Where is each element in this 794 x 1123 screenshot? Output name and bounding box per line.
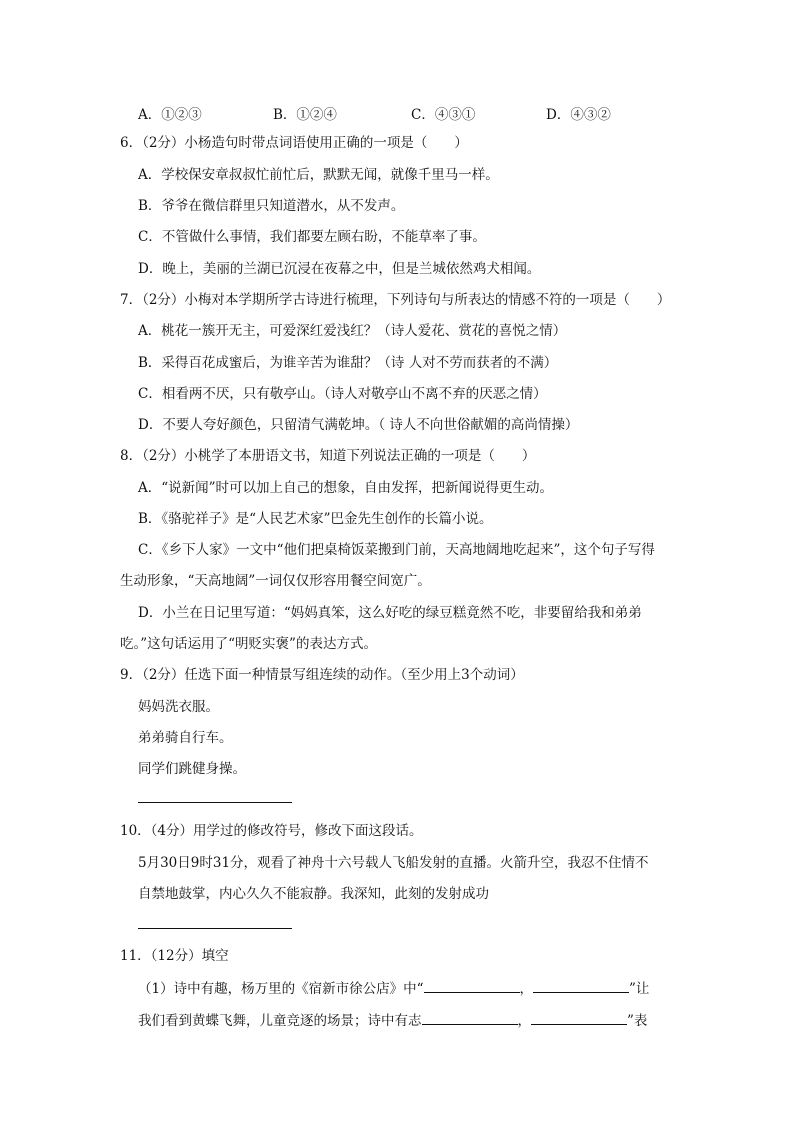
q11-blank-1[interactable]	[424, 978, 520, 993]
q5-option-c: C．④③①	[411, 107, 476, 123]
q11-line2-text: 我们看到黄蝶飞舞，儿童竞逐的场景；诗中有志	[138, 1013, 422, 1029]
q11-line1-comma: ，	[519, 981, 533, 997]
q5-option-d: D．④③②	[546, 107, 611, 123]
q7-option-a: A．桃花一簇开无主，可爱深红爱浅红？（诗人爱花、赏花的喜悦之情）	[138, 323, 567, 339]
q9-answer-line[interactable]	[138, 802, 292, 803]
q6-stem: 6．（2分）小杨造句时带点词语使用正确的一项是（ ）	[120, 135, 468, 151]
q10-answer-line[interactable]	[138, 928, 292, 929]
q11-stem: 11．（12分）填空	[120, 948, 229, 964]
q11-line2-comma: ，	[517, 1013, 531, 1029]
q11-blank-2[interactable]	[533, 978, 629, 993]
q6-option-d: D．晚上，美丽的兰湖已沉浸在夜幕之中，但是兰城依然鸡犬相闻。	[138, 261, 541, 277]
q9-stem: 9．（2分）任选下面一种情景写组连续的动作。（至少用上3个动词）	[120, 667, 524, 683]
q7-option-b: B．采得百花成蜜后，为谁辛苦为谁甜？（诗 人对不劳而获者的不满）	[138, 355, 558, 371]
q8-option-d-line1: D．小兰在日记里写道：“妈妈真笨，这么好吃的绿豆糕竟然不吃，非要留给我和弟弟	[138, 605, 642, 621]
q8-option-d-line2: 吃。”这句话运用了“明贬实褒”的表达方式。	[120, 636, 377, 652]
q5-option-a: A．①②③	[138, 107, 202, 123]
q6-option-b: B．爷爷在微信群里只知道潜水，从不发声。	[138, 198, 405, 214]
q11-blank-3[interactable]	[422, 1010, 518, 1025]
q10-passage-line2: 自禁地鼓掌，内心久久不能寂静。我深知，此刻的发射成功	[138, 886, 489, 902]
q9-scene-1: 妈妈洗衣服。	[138, 699, 219, 715]
q11-line2-end: ”表	[627, 1013, 648, 1029]
q9-scene-2: 弟弟骑自行车。	[138, 730, 233, 746]
q11-line2	[138, 1010, 647, 1030]
q11-line1	[138, 978, 649, 998]
q8-stem: 8．（2分）小桃学了本册语文书，知道下列说法正确的一项是（ ）	[120, 448, 536, 464]
q10-passage-line1: 5月30日9时31分，观看了神舟十六号载人飞船发射的直播。火箭升空，我忍不住情不	[138, 855, 649, 871]
q6-option-c: C．不管做什么事情，我们都要左顾右盼，不能草率了事。	[138, 229, 486, 245]
q6-option-a: A．学校保安章叔叔忙前忙后，默默无闻，就像千里马一样。	[138, 167, 499, 183]
q7-option-c: C．相看两不厌，只有敬亭山。（诗人对敬亭山不离不弃的厌恶之情）	[138, 386, 547, 402]
q5-option-b: B．①②④	[273, 107, 337, 123]
q7-option-d: D．不要人夸好颜色，只留清气满乾坤。（ 诗人不向世俗献媚的高尚情操）	[138, 417, 579, 433]
q8-option-c-line2: 生动形象，“天高地阔”一词仅仅形容用餐空间宽广。	[120, 573, 431, 589]
q10-stem: 10．（4分）用学过的修改符号，修改下面这段话。	[120, 823, 423, 839]
q8-option-a: A．“说新闻”时可以加上自己的想象，自由发挥，把新闻说得更生动。	[138, 480, 554, 496]
q8-option-c-line1: C．《乡下人家》一文中“他们把桌椅饭菜搬到门前，天高地阔地吃起来”，这个句子写得	[138, 542, 655, 558]
q9-scene-3: 同学们跳健身操。	[138, 761, 246, 777]
q11-line1-text: （1）诗中有趣，杨万里的《宿新市徐公店》中“	[138, 981, 424, 997]
q8-option-b: B．《骆驼祥子》是“人民艺术家”巴金先生创作的长篇小说。	[138, 511, 493, 527]
q11-blank-4[interactable]	[531, 1010, 627, 1025]
q11-line1-end: ”让	[629, 981, 650, 997]
q7-stem: 7．（2分）小梅对本学期所学古诗进行梳理，下列诗句与所表达的情感不符的一项是（ ）	[120, 292, 671, 308]
